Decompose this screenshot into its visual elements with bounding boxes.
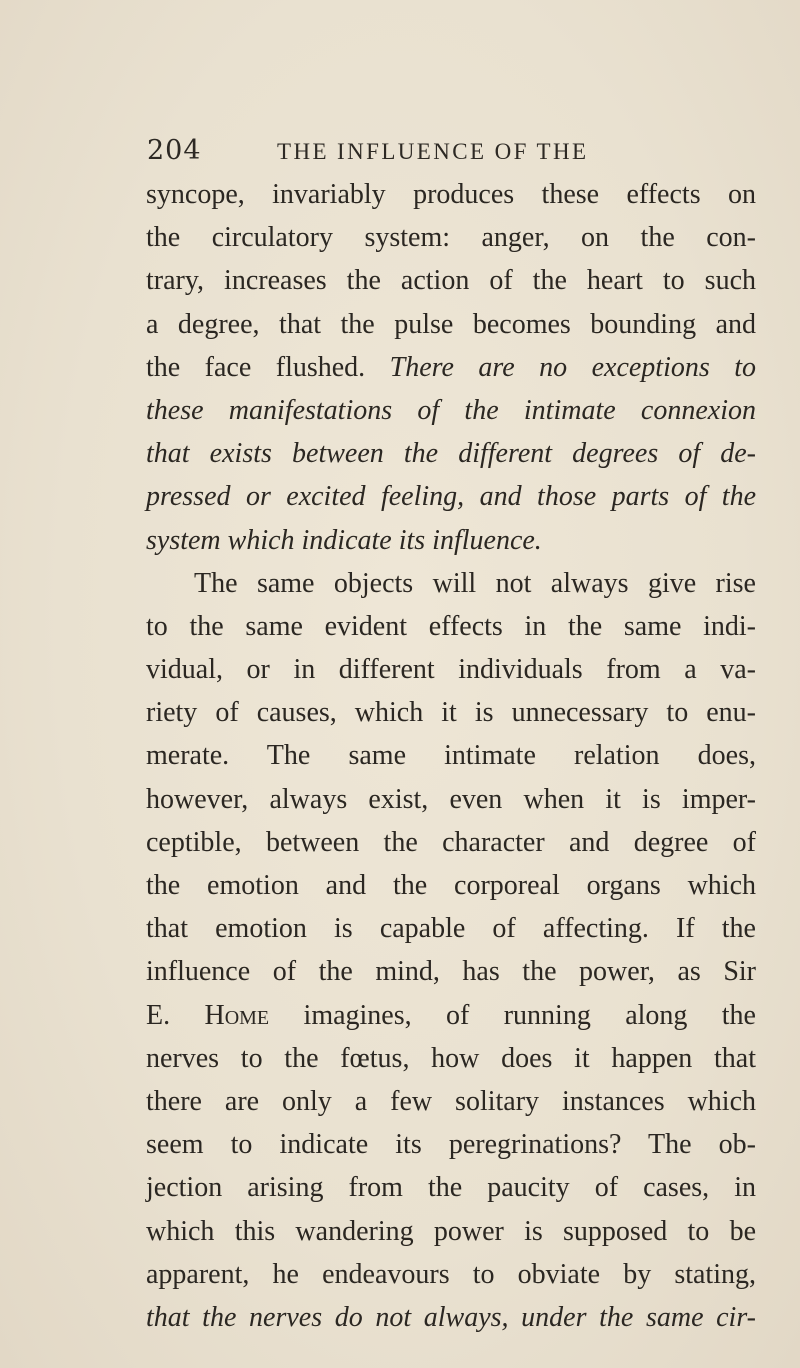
body-text [146,173,756,1339]
text-line: to the same evident effects in the same indi- [146,610,756,642]
text-line-smallcaps [146,994,756,1037]
text-line: apparent, he endeavours to obviate by stating, [146,1258,756,1290]
text-line: vidual, or in different individuals from a va- [146,654,756,686]
text-line: ceptible, between the character and degree of [146,826,756,858]
text-line: merate. The same intimate relation does, [146,740,756,772]
text-italic: There are no exceptions to [389,351,757,383]
text-line-italic: these manifestations of the intimate connexion [146,394,756,426]
text-line: a degree, that the pulse becomes bounding and [146,308,756,340]
text-roman: the face flushed. [146,351,390,383]
text-line-italic: that the nerves do not always, under the same cir- [146,1301,756,1333]
text-line: seem to indicate its peregrinations? The ob- [146,1129,756,1161]
text-line-italic: pressed or excited feeling, and those parts of the [146,481,756,513]
text-roman: E. [146,999,205,1031]
text-line: the circulatory system: anger, on the con- [146,222,756,254]
text-line: riety of causes, which it is unnecessary to enu- [146,697,756,729]
text-line: however, always exist, even when it is imper- [146,783,756,815]
text-roman: imagines, of running along the [269,999,756,1031]
text-line: the emotion and the corporeal organs which [146,870,756,901]
page-header [147,135,767,175]
text-line: which this wandering power is supposed to be [146,1215,756,1247]
text-line-mixed [146,346,756,389]
text-line: influence of the mind, has the power, as Sir [146,956,756,988]
text-line-italic: system which indicate its influence. [146,524,542,556]
text-line: there are only a few solitary instances which [146,1085,756,1117]
text-line: jection arising from the paucity of cases, in [146,1172,756,1204]
name-smallcaps: Home [204,999,270,1031]
text-line: trary, increases the action of the heart to such [146,265,756,297]
text-line: syncope, invariably produces these effects on [146,179,756,210]
page-number: 204 [147,135,202,166]
paragraph-start-line: The same objects will not always give rise [194,567,756,599]
running-head: THE INFLUENCE OF THE [277,139,589,164]
text-line: that emotion is capable of affecting. If the [146,913,756,945]
text-line: nerves to the fœtus, how does it happen that [146,1042,756,1074]
text-line-italic: that exists between the different degrees of de- [146,438,756,470]
